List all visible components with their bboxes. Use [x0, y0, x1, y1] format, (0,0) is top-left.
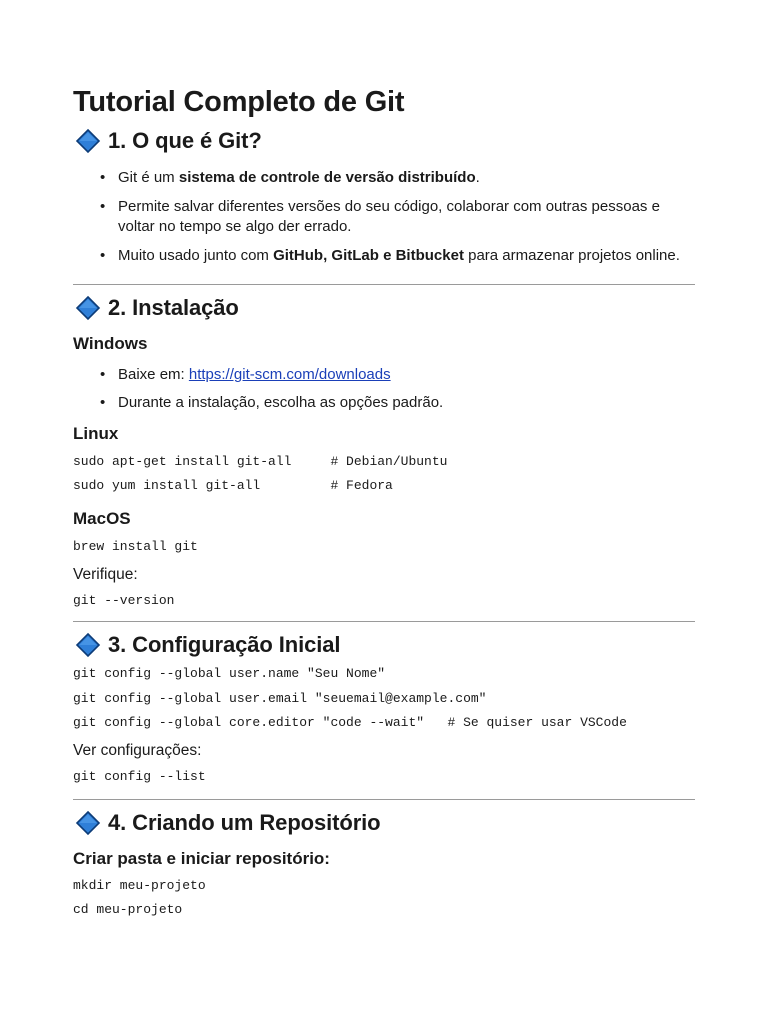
code-line: brew install git: [73, 539, 198, 554]
list-item: • Baixe em: https://git-scm.com/downloads: [73, 365, 695, 385]
code-line: git config --global core.editor "code --wait" # Se quiser usar VSCode: [73, 715, 627, 730]
page-title: Tutorial Completo de Git: [73, 86, 405, 118]
code-line: sudo yum install git-all # Fedora: [73, 478, 393, 493]
blue-diamond-icon: [75, 632, 101, 658]
section-heading-text: 3. Configuração Inicial: [108, 632, 341, 657]
view-config-label: Ver configurações:: [73, 742, 202, 759]
section-heading-3: [73, 628, 695, 662]
document-page: [73, 84, 695, 922]
verify-label: Verifique:: [73, 566, 138, 583]
section-heading-1: [73, 124, 695, 158]
code-line: git config --list: [73, 769, 206, 784]
section-divider: [73, 799, 695, 800]
download-link[interactable]: https://git-scm.com/downloads: [188, 366, 391, 383]
bullet-list: [73, 168, 695, 266]
subheading-macos: MacOS: [73, 509, 131, 528]
blue-diamond-icon: [75, 295, 101, 321]
subheading-create-repo: Criar pasta e iniciar repositório:: [73, 849, 330, 868]
list-item: • Permite salvar diferentes versões do seu código, colaborar com outras pessoas e voltar no tempo se algo der errado.: [73, 197, 695, 237]
list-item: • Durante a instalação, escolha as opções padrão.: [73, 393, 695, 413]
bullet-list: [73, 365, 695, 413]
section-heading-text: 4. Criando um Repositório: [108, 810, 381, 835]
code-line: git config --global user.name "Seu Nome": [73, 666, 386, 681]
section-heading-2: [73, 291, 695, 325]
list-item: • Muito usado junto com GitHub, GitLab e Bitbucket para armazenar projetos online.: [73, 246, 695, 266]
section-heading-text: 2. Instalação: [108, 295, 239, 320]
section-divider: [73, 621, 695, 622]
subheading-linux: Linux: [73, 424, 119, 443]
list-item: • Git é um sistema de controle de versão distribuído.: [73, 168, 695, 188]
section-heading-4: [73, 806, 695, 840]
code-line: mkdir meu-projeto: [73, 878, 206, 893]
blue-diamond-icon: [75, 128, 101, 154]
section-divider: [73, 284, 695, 285]
blue-diamond-icon: [75, 810, 101, 836]
section-heading-text: 1. O que é Git?: [108, 128, 262, 153]
code-line: git config --global user.email "seuemail@example.com": [73, 691, 487, 706]
code-line: cd meu-projeto: [73, 902, 183, 917]
code-line: git --version: [73, 593, 175, 608]
subheading-windows: Windows: [73, 334, 148, 353]
code-line: sudo apt-get install git-all # Debian/Ubuntu: [73, 454, 448, 469]
